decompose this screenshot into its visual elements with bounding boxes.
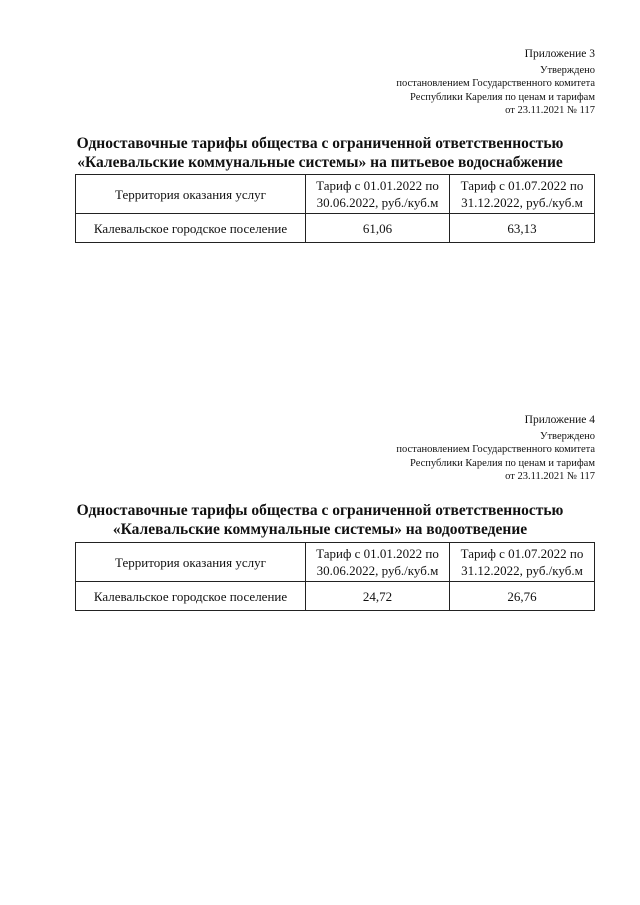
- table-row: [76, 582, 595, 611]
- approval-line: Республики Карелия по ценам и тарифам: [410, 457, 595, 469]
- header-territory: Территория оказания услуг: [76, 543, 306, 582]
- approval-line: постановлением Государственного комитета: [396, 444, 595, 455]
- table-header-row: [76, 543, 595, 582]
- table-header-row: [76, 175, 595, 214]
- cell-tariff-h1: 61,06: [306, 214, 450, 243]
- appendix-4-approval-block: [396, 414, 595, 484]
- table-row: [76, 214, 595, 243]
- cell-tariff-h2: 63,13: [450, 214, 595, 243]
- appendix-4-tariff-table: [75, 542, 595, 611]
- approval-line: от 23.11.2021 № 117: [505, 471, 595, 482]
- cell-territory: Калевальское городское поселение: [76, 214, 306, 243]
- title-line: Одноставочные тарифы общества с ограниченной ответственностью: [76, 135, 564, 152]
- appendix-3-title: [0, 134, 640, 172]
- cell-tariff-h2: 26,76: [450, 582, 595, 611]
- appendix-4-title: [0, 501, 640, 539]
- approval-line: от 23.11.2021 № 117: [505, 105, 595, 116]
- header-tariff-h1: Тариф с 01.01.2022 по 30.06.2022, руб./куб.м: [306, 543, 450, 582]
- header-tariff-h1: Тариф с 01.01.2022 по 30.06.2022, руб./куб.м: [306, 175, 450, 214]
- cell-tariff-h1: 24,72: [306, 582, 450, 611]
- title-line: «Калевальские коммунальные системы» на питьевое водоснабжение: [77, 154, 563, 171]
- approval-line: Утверждено: [540, 430, 595, 442]
- header-tariff-h2: Тариф с 01.07.2022 по 31.12.2022, руб./куб.м: [450, 543, 595, 582]
- approval-line: Утверждено: [540, 64, 595, 76]
- appendix-3-approval-block: [396, 48, 595, 118]
- header-territory: Территория оказания услуг: [76, 175, 306, 214]
- title-line: «Калевальские коммунальные системы» на водоотведение: [112, 521, 528, 538]
- title-line: Одноставочные тарифы общества с ограниченной ответственностью: [76, 502, 564, 519]
- approval-line: Республики Карелия по ценам и тарифам: [410, 91, 595, 103]
- approval-line: постановлением Государственного комитета: [396, 78, 595, 89]
- appendix-label: Приложение 4: [524, 414, 595, 426]
- header-tariff-h2: Тариф с 01.07.2022 по 31.12.2022, руб./куб.м: [450, 175, 595, 214]
- appendix-label: Приложение 3: [524, 48, 595, 60]
- appendix-3-tariff-table: [75, 174, 595, 243]
- cell-territory: Калевальское городское поселение: [76, 582, 306, 611]
